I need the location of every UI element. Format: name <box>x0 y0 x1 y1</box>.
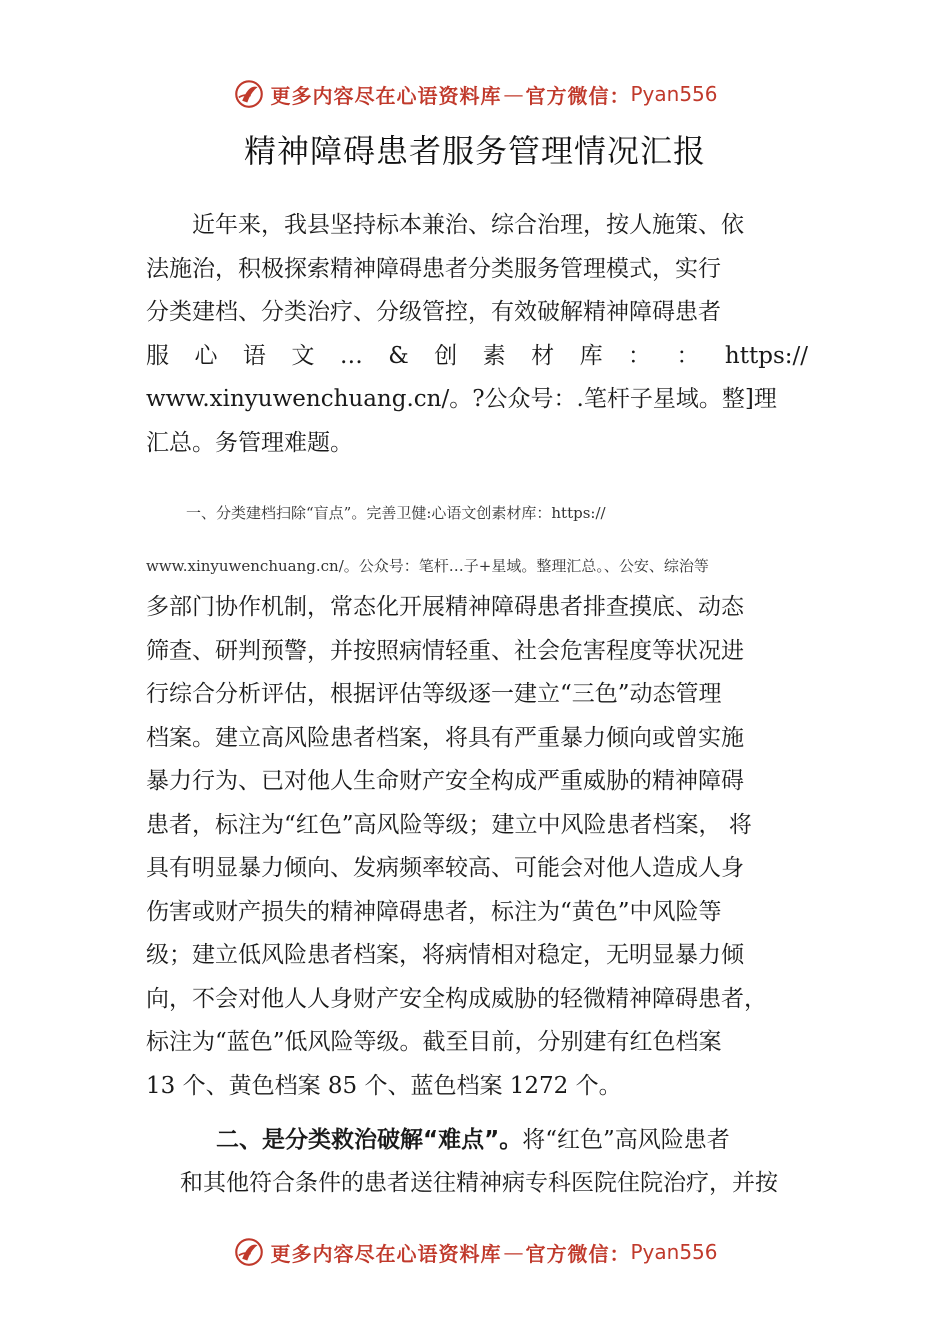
body-line: 伤害或财产损失的精神障碍患者，标注为“黄色”中风险等 <box>146 898 722 925</box>
intro-char: ： <box>628 342 652 369</box>
intro-char: 创 <box>434 342 458 369</box>
intro-paragraph <box>146 204 808 465</box>
body-line: 筛查、研判预警，并按照病情轻重、社会危害程度等状况进 <box>146 637 744 664</box>
intro-char: 心 <box>194 342 218 369</box>
body-line: 患者，标注为“红色”高风险等级；建立中风险患者档案， 将 <box>146 811 752 838</box>
banner-separator: — <box>503 1240 524 1264</box>
intro-line: 汇总。务管理难题。 <box>146 429 353 456</box>
footer-watermark-banner <box>0 1232 950 1272</box>
intro-char: … <box>339 342 363 369</box>
intro-char: 库 <box>579 342 603 369</box>
body-line: 多部门协作机制，常态化开展精神障碍患者排查摸底、动态 <box>146 594 744 620</box>
section2-heading: 二、是分类救治破解“难点”。 <box>216 1127 523 1153</box>
intro-line: 法施治，积极探索精神障碍患者分类服务管理模式，实行 <box>146 255 721 282</box>
intro-url: https:// <box>724 342 808 369</box>
section1-heading-small: 一、分类建档扫除“盲点”。完善卫健:心语文创素材库：https:// <box>186 504 606 522</box>
banner-text: 更多内容尽在心语资料库 <box>270 1241 502 1266</box>
body-line: 向，不会对他人人身财产安全构成威胁的轻微精神障碍患者， <box>146 985 767 1012</box>
banner-wechat-label: 官方微信： <box>525 83 631 108</box>
body-line: 标注为“蓝色”低风险等级。截至目前，分别建有红色档案 <box>146 1029 722 1055</box>
banner-wechat-id: Pyan556 <box>630 1240 718 1264</box>
intro-line: 近年来，我县坚持标本兼治、综合治理，按人施策、依 <box>192 212 744 238</box>
brand-logo-icon <box>232 1235 266 1269</box>
section2-first-line <box>216 1119 808 1163</box>
header-watermark-banner <box>0 74 950 114</box>
body-line: 具有明显暴力倾向、发病频率较高、可能会对他人造成人身 <box>146 855 744 881</box>
intro-line-spread <box>146 335 808 379</box>
intro-char: ： <box>676 342 700 369</box>
section1-body <box>146 586 808 1108</box>
section2-second-line: 和其他符合条件的患者送往精神病专科医院住院治疗，并按 <box>180 1170 778 1196</box>
intro-char: 素 <box>482 342 506 369</box>
body-line: 档案。建立高风险患者档案，将具有严重暴力倾向或曾实施 <box>146 724 744 751</box>
intro-char: 语 <box>242 342 266 369</box>
intro-line: www.xinyuwenchuang.cn/。?公众号：.笔杆子星域。整]理 <box>146 386 777 412</box>
intro-char: & <box>388 342 409 369</box>
intro-line: 分类建档、分类治疗、分级管控，有效破解精神障碍患者 <box>146 299 721 325</box>
banner-separator: — <box>503 82 524 106</box>
banner-wechat-id: Pyan556 <box>630 82 718 106</box>
document-title: 精神障碍患者服务管理情况汇报 <box>243 132 706 170</box>
body-line: 13 个、黄色档案 85 个、蓝色档案 1272 个。 <box>146 1072 622 1099</box>
body-line: 行综合分析评估，根据评估等级逐一建立“三色”动态管理 <box>146 681 722 707</box>
section2-line-rest: 将“红色”高风险患者 <box>522 1127 730 1153</box>
intro-char: 材 <box>531 342 555 369</box>
banner-wechat-label: 官方微信： <box>525 1241 631 1266</box>
body-line: 暴力行为、已对他人生命财产安全构成严重威胁的精神障碍 <box>146 768 744 794</box>
intro-char: 服 <box>146 342 169 369</box>
body-line: 级；建立低风险患者档案，将病情相对稳定，无明显暴力倾 <box>146 942 744 968</box>
intro-char: 文 <box>291 342 315 369</box>
banner-text: 更多内容尽在心语资料库 <box>270 83 502 108</box>
brand-logo-icon <box>232 77 266 111</box>
section1-subline-small: www.xinyuwenchuang.cn/。公众号：笔杆…子+星域。整理汇总。、公安、综治等 <box>146 557 709 575</box>
